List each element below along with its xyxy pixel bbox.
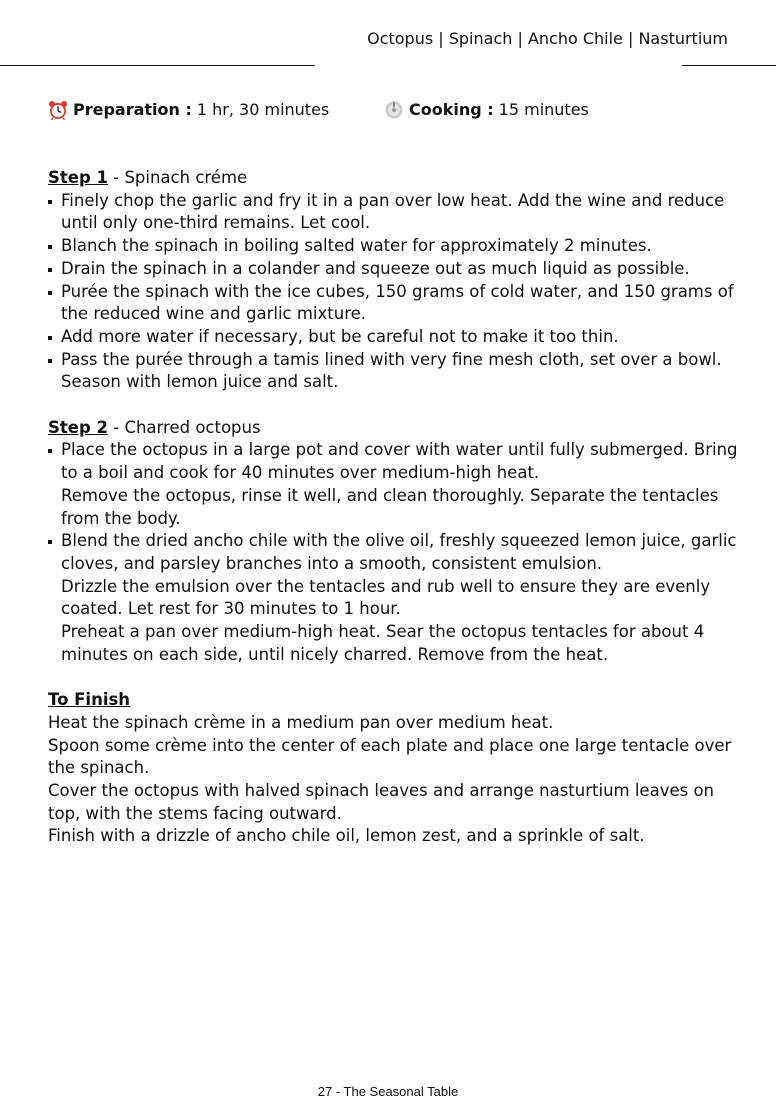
cooking-time	[384, 99, 589, 121]
finish-label: To Finish	[48, 690, 131, 710]
alarm-clock-icon	[48, 100, 68, 120]
cooking-value: 15 minutes	[498, 100, 589, 119]
list-item: Drain the spinach in a colander and squeeze out as much liquid as possible.	[48, 258, 740, 281]
finish-line: Heat the spinach crème in a medium pan over medium heat.	[48, 712, 554, 732]
list-item: Blanch the spinach in boiling salted water for approximately 2 minutes.	[48, 235, 740, 258]
header-rule-right	[682, 65, 776, 66]
step-2-title: - Charred octopus	[108, 417, 261, 437]
finish-line: Finish with a drizzle of ancho chile oil, lemon zest, and a sprinkle of salt.	[48, 826, 645, 846]
finish-heading	[48, 689, 740, 712]
list-item: Pass the purée through a tamis lined with very fine mesh cloth, set over a bowl. Season with lemon juice and salt.	[48, 349, 740, 394]
preparation-label: Preparation :	[73, 100, 192, 119]
preparation-time	[48, 99, 329, 121]
list-item: Finely chop the garlic and fry it in a pan over low heat. Add the wine and reduce until only one-third remains. Let cool.	[48, 190, 740, 235]
step-1-list	[48, 190, 740, 394]
list-item	[48, 439, 740, 530]
preparation-value: 1 hr, 30 minutes	[196, 100, 330, 119]
list-item: Add more water if necessary, but be careful not to make it too thin.	[48, 326, 740, 349]
finish-line: Spoon some crème into the center of each plate and place one large tentacle over the spinach.	[48, 735, 732, 778]
list-item-text: Blend the dried ancho chile with the olive oil, freshly squeezed lemon juice, garlic cloves, and parsley branches into a smooth, consistent emulsion.	[61, 531, 737, 573]
step-1-title: - Spinach créme	[108, 168, 248, 187]
list-item: Purée the spinach with the ice cubes, 150 grams of cold water, and 150 grams of the reduced wine and garlic mixture.	[48, 281, 740, 326]
header-rule-left	[0, 65, 315, 66]
page-footer: 27 - The Seasonal Table	[317, 1084, 459, 1099]
step-1-heading	[48, 167, 740, 190]
list-item-continuation: Remove the octopus, rinse it well, and clean thoroughly. Separate the tentacles from the body.	[61, 485, 719, 528]
list-item-continuation: Preheat a pan over medium-high heat. Sear the octopus tentacles for about 4 minutes on each side, until nicely charred. Remove from the heat.	[61, 622, 705, 664]
cooking-label: Cooking :	[409, 100, 494, 119]
cooking-pot-icon	[384, 100, 404, 120]
step-2-list	[48, 439, 740, 666]
step-1-label: Step 1	[48, 168, 108, 187]
list-item-continuation: Drizzle the emulsion over the tentacles and rub well to ensure they are evenly coated. Let rest for 30 minutes to 1 hour.	[61, 576, 711, 619]
list-item	[48, 530, 740, 666]
finish-line: Cover the octopus with halved spinach leaves and arrange nasturtium leaves on top, with the stems facing outward.	[48, 780, 715, 823]
spacer	[48, 666, 740, 689]
step-2-heading	[48, 417, 740, 440]
recipe-body	[48, 167, 740, 848]
list-item-text: Place the octopus in a large pot and cover with water until fully submerged. Bring to a boil and cook for 40 minutes over medium-high heat.	[61, 440, 738, 483]
step-2-label: Step 2	[48, 417, 108, 437]
recipe-title: Octopus | Spinach | Ancho Chile | Nasturtium	[367, 29, 728, 48]
spacer	[48, 394, 740, 417]
